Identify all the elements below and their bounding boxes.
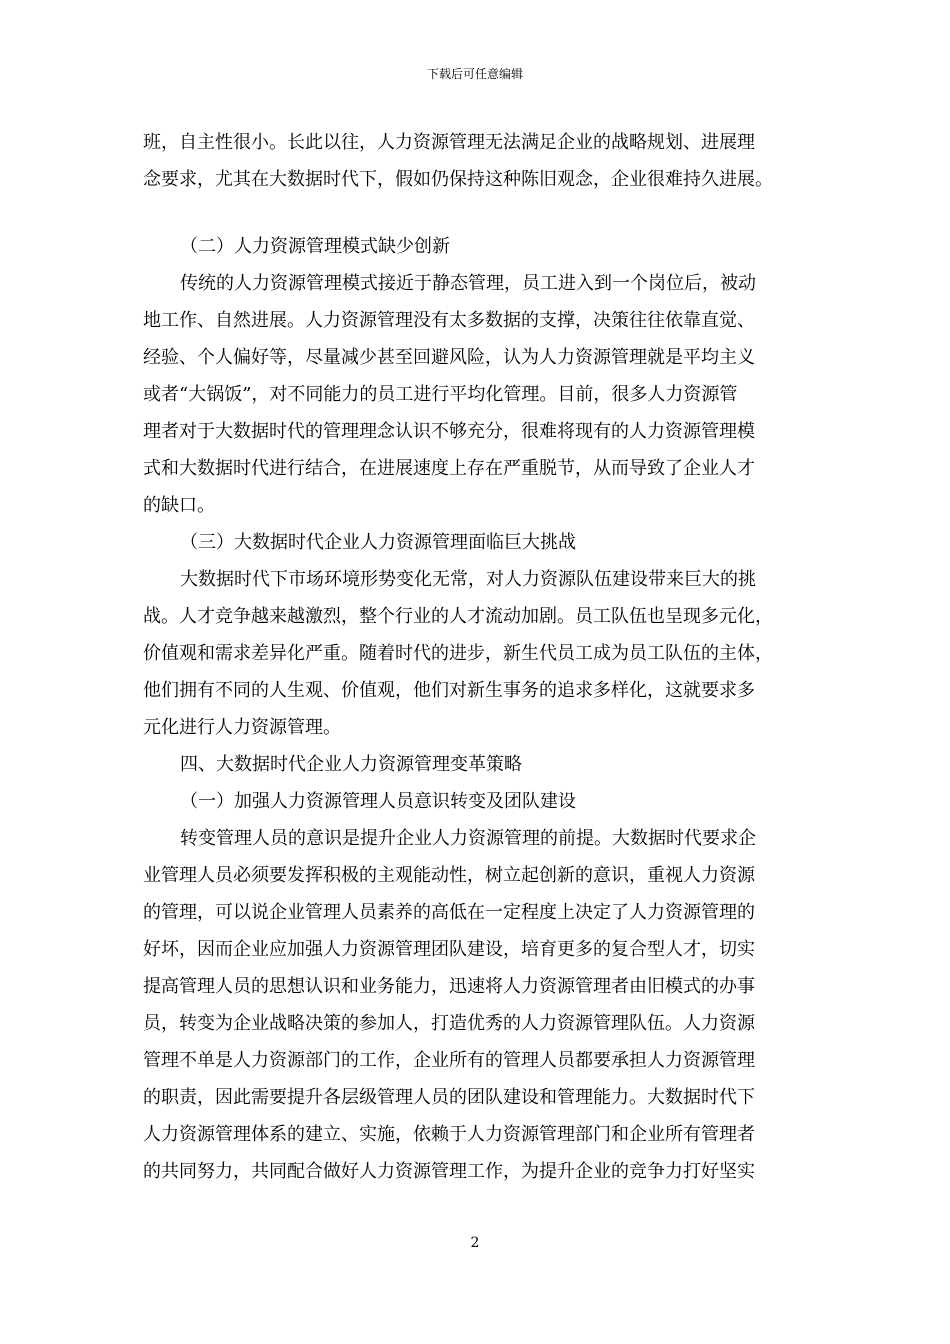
text-line: 提高管理人员的思想认识和业务能力，迅速将人力资源管理者由旧模式的办事 [143,976,755,997]
text-line: 管理不单是人力资源部门的工作，企业所有的管理人员都要承担人力资源管理 [143,1050,755,1071]
section-heading-4-1: （一）加强人力资源管理人员意识转变及团队建设 [180,791,576,812]
text-line: 班，自主性很小。长此以往，人力资源管理无法满足企业的战略规划、进展理 [143,132,755,153]
chapter-heading-4: 四、大数据时代企业人力资源管理变革策略 [180,754,522,775]
text-line: 员，转变为企业战略决策的参加人，打造优秀的人力资源管理队伍。人力资源 [143,1013,755,1034]
text-line: 的职责，因此需要提升各层级管理人员的团队建设和管理能力。大数据时代下 [143,1087,755,1108]
section-heading-3: （三）大数据时代企业人力资源管理面临巨大挑战 [180,532,576,553]
text-line: 念要求，尤其在大数据时代下，假如仍保持这种陈旧观念，企业很难持久进展。 [143,169,773,190]
text-line: 地工作、自然进展。人力资源管理没有太多数据的支撑，决策往往依靠直觉、 [143,310,755,331]
text-line: 传统的人力资源管理模式接近于静态管理，员工进入到一个岗位后，被动 [180,273,756,294]
text-line: 转变管理人员的意识是提升企业人力资源管理的前提。大数据时代要求企 [180,828,756,849]
text-line: 的共同努力，共同配合做好人力资源管理工作，为提升企业的竞争力打好坚实 [143,1161,755,1182]
paragraph-challenges [143,561,805,746]
text-line: 大数据时代下市场环境形势变化无常，对人力资源队伍建设带来巨大的挑 [180,569,756,590]
page-number: 2 [470,1235,480,1251]
text-line: 元化进行人力资源管理。 [143,717,341,738]
text-line: 理者对于大数据时代的管理理念认识不够充分，很难将现有的人力资源管理模 [143,421,755,442]
text-line: 经验、个人偏好等，尽量减少甚至回避风险，认为人力资源管理就是平均主义 [143,347,755,368]
page-header: 下载后可任意编辑 [426,67,523,81]
text-line: 式和大数据时代进行结合，在进展速度上存在严重脱节，从而导致了企业人才 [143,458,755,479]
text-line: 他们拥有不同的人生观、价值观，他们对新生事务的追求多样化，这就要求多 [143,680,755,701]
paragraph-hr-model [143,265,805,524]
text-line: 业管理人员必须要发挥积极的主观能动性，树立起创新的意识，重视人力资源 [143,865,755,886]
text-line: 战。人才竞争越来越激烈，整个行业的人才流动加剧。员工队伍也呈现多元化， [143,606,773,627]
section-heading-2: （二）人力资源管理模式缺少创新 [180,236,450,257]
text-line: 的管理，可以说企业管理人员素养的高低在一定程度上决定了人力资源管理的 [143,902,755,923]
paragraph-continued [143,124,805,198]
paragraph-strategy [143,820,805,1190]
document-body [143,124,805,1190]
text-line: 人力资源管理体系的建立、实施，依赖于人力资源管理部门和企业所有管理者 [143,1124,755,1145]
text-line: 或者“大锅饭”，对不同能力的员工进行平均化管理。目前，很多人力资源管 [143,384,738,405]
text-line: 价值观和需求差异化严重。随着时代的进步，新生代员工成为员工队伍的主体， [143,643,773,664]
text-line: 的缺口。 [143,495,215,516]
text-line: 好坏，因而企业应加强人力资源管理团队建设，培育更多的复合型人才，切实 [143,939,755,960]
